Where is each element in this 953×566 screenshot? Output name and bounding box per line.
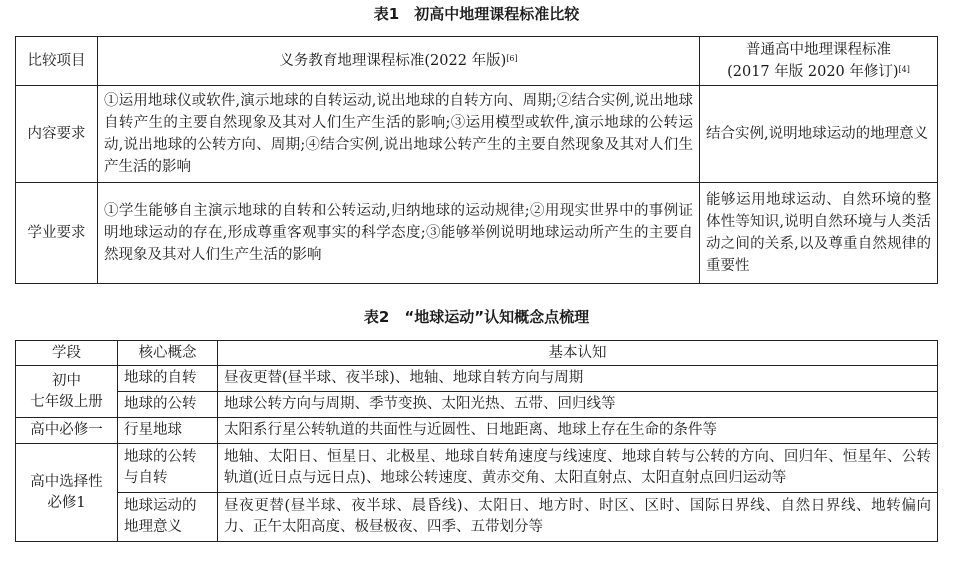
concept-points-table <box>15 340 938 542</box>
table-header-row <box>16 37 938 86</box>
cognition-cell: 昼夜更替(昼半球、夜半球、晨昏线)、太阳日、地方时、时区、区时、国际日界线、自然日界线、地转偏向力、正午太阳高度、极昼极夜、四季、五带划分等 <box>218 493 938 542</box>
concept-cell: 行星地球 <box>118 418 218 444</box>
header-senior-ref: [4] <box>898 65 910 74</box>
stage-cell <box>16 366 118 418</box>
header-senior-standard <box>700 37 938 86</box>
table-row <box>16 444 938 493</box>
header-compulsory-text: 义务教育地理课程标准(2022 年版) <box>279 53 507 69</box>
concept-cell: 地球运动的 地理意义 <box>118 493 218 542</box>
table-row <box>16 392 938 418</box>
row-compulsory-text: ①学生能够自主演示地球的自转和公转运动,归纳地球的运动规律;②用现实世界中的事例证明地球运动的存在,形成尊重客观事实的科学态度;③能够举例说明地球运动所产生的主要自然现象及其对人们生产生活的影响 <box>98 183 700 284</box>
stage-line: 初中 <box>52 372 81 389</box>
row-senior-text: 能够运用地球运动、自然环境的整体性等知识,说明自然环境与人类活动之间的关系,以及尊重自然规律的重要性 <box>700 183 938 284</box>
concept-cell: 地球的自转 <box>118 366 218 392</box>
header-stage: 学段 <box>16 341 118 366</box>
stage-line: 高中选择性 <box>30 473 103 490</box>
table-row <box>16 86 938 183</box>
stage-cell <box>16 444 118 542</box>
row-label: 学业要求 <box>16 183 98 284</box>
table-row <box>16 183 938 284</box>
curriculum-standards-table <box>15 36 938 284</box>
cognition-cell: 地轴、太阳日、恒星日、北极星、地球自转角速度与线速度、地球自转与公转的方向、回归年、恒星年、公转轨道(近日点与远日点)、地球公转速度、黄赤交角、太阳直射点、太阳直射点回归运动等 <box>218 444 938 493</box>
stage-line: 必修1 <box>47 494 86 511</box>
table-row <box>16 418 938 444</box>
header-comparison-item: 比较项目 <box>16 37 98 86</box>
row-label: 内容要求 <box>16 86 98 183</box>
table-header-row <box>16 341 938 366</box>
row-senior-text: 结合实例,说明地球运动的地理意义 <box>700 86 938 183</box>
table-row <box>16 366 938 392</box>
header-core-concept: 核心概念 <box>118 341 218 366</box>
table2-caption: 表2 “地球运动”认知概念点梳理 <box>363 308 590 326</box>
table1-caption: 表1 初高中地理课程标准比较 <box>373 5 580 23</box>
concept-cell: 地球的公转 <box>118 392 218 418</box>
cognition-cell: 地球公转方向与周期、季节变换、太阳光热、五带、回归线等 <box>218 392 938 418</box>
header-basic-cognition: 基本认知 <box>218 341 938 366</box>
header-compulsory-ref: [6] <box>506 54 518 63</box>
header-senior-line1: 普通高中地理课程标准 <box>746 42 891 58</box>
stage-cell: 高中必修一 <box>16 418 118 444</box>
concept-cell: 地球的公转 与自转 <box>118 444 218 493</box>
header-compulsory-standard <box>98 37 700 86</box>
cognition-cell: 太阳系行星公转轨道的共面性与近圆性、日地距离、地球上存在生命的条件等 <box>218 418 938 444</box>
stage-line: 七年级上册 <box>30 393 103 410</box>
cognition-cell: 昼夜更替(昼半球、夜半球)、地轴、地球自转方向与周期 <box>218 366 938 392</box>
table-row <box>16 493 938 542</box>
row-compulsory-text: ①运用地球仪或软件,演示地球的自转运动,说出地球的自转方向、周期;②结合实例,说出地球自转产生的主要自然现象及其对人们生产生活的影响;③运用模型或软件,演示地球的公转运动,说出地球的公转方向、周期;④结合实例,说出地球公转产生的主要自然现象及其对人们生产生活的影响 <box>98 86 700 183</box>
header-senior-line2: (2017 年版 2020 年修订)[4] <box>727 64 910 80</box>
